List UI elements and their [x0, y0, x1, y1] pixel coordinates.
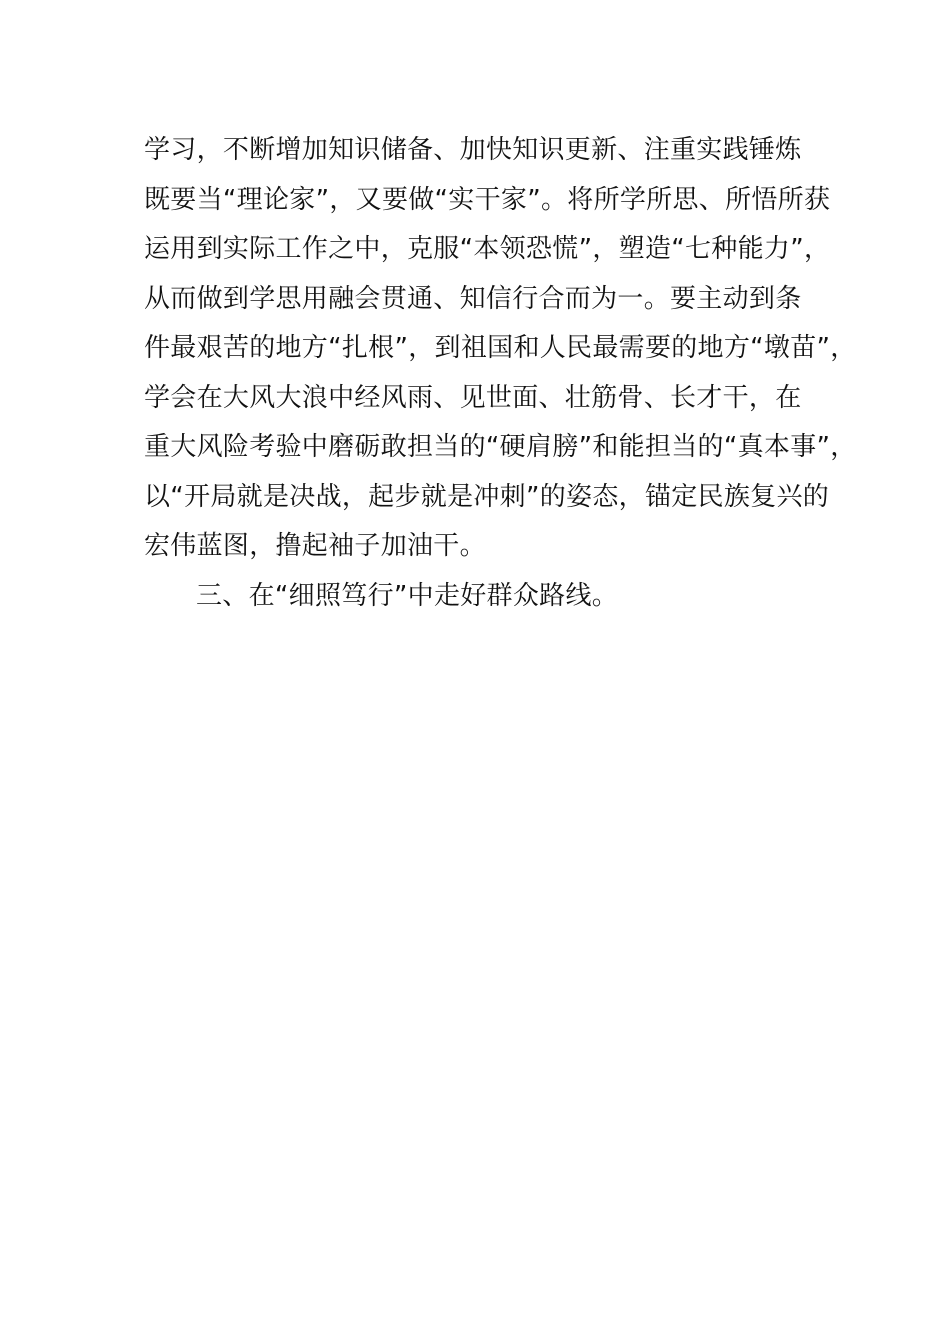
text-line: 运用到实际工作之中，克服“本领恐慌”，塑造“七种能力”， [144, 234, 831, 264]
text-line: 学习，不断增加知识储备、加快知识更新、注重实践锤炼 [144, 135, 802, 165]
text-line: 宏伟蓝图，撸起袖子加油干。 [144, 531, 486, 561]
text-line: 以“开局就是决战，起步就是冲刺”的姿态，锚定民族复兴的 [144, 481, 830, 512]
section-heading: 三、在“细照笃行”中走好群众路线。 [196, 580, 619, 611]
text-line: 件最艰苦的地方“扎根”，到祖国和人民最需要的地方“墩苗”， [144, 333, 857, 363]
text-line: 从而做到学思用融会贯通、知信行合而为一。要主动到条 [144, 283, 802, 314]
text-line: 学会在大风大浪中经风雨、见世面、壮筋骨、长才干，在 [144, 382, 802, 413]
text-line: 既要当“理论家”，又要做“实干家”。将所学所思、所悟所获 [144, 184, 831, 215]
text-line: 重大风险考验中磨砺敢担当的“硬肩膀”和能担当的“真本事”， [144, 432, 857, 462]
paragraph [144, 126, 857, 621]
